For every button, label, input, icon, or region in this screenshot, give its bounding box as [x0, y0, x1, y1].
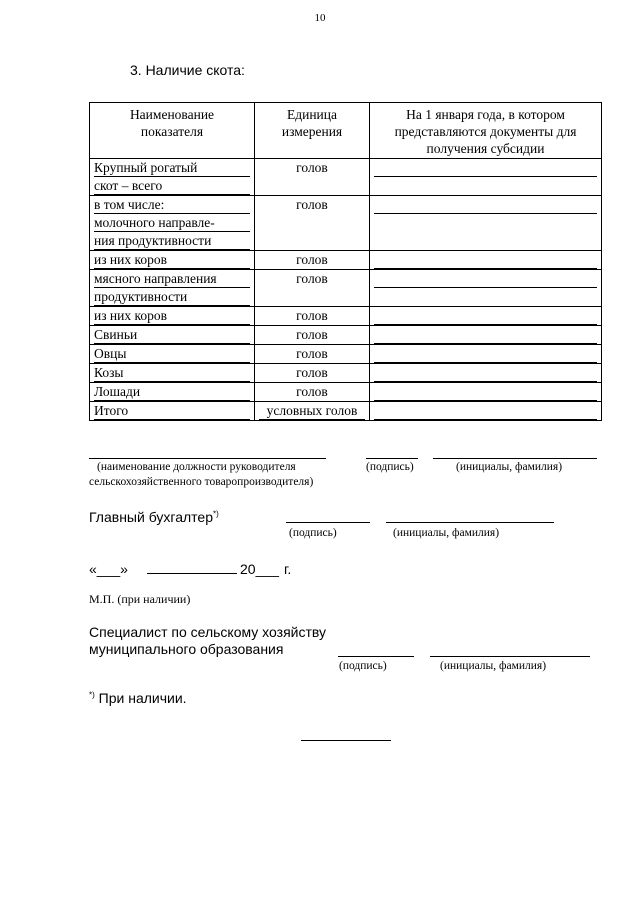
specialist-initials-caption: (инициалы, фамилия): [440, 660, 547, 672]
header-date-line: получения субсидии: [426, 141, 545, 156]
row-unit: голов: [255, 159, 370, 196]
livestock-table: [89, 102, 602, 421]
row-value[interactable]: [370, 196, 602, 251]
row-value-line: [374, 307, 597, 325]
head-initials-caption: (инициалы, фамилия): [456, 461, 563, 473]
accountant-initials-caption: (инициалы, фамилия): [393, 527, 500, 539]
row-name: [90, 402, 255, 421]
header-name: [90, 103, 255, 159]
row-value-line: [374, 364, 597, 382]
header-unit: [255, 103, 370, 159]
row-value[interactable]: [370, 402, 602, 421]
head-position-line[interactable]: [89, 458, 326, 459]
accountant-signature-caption: (подпись): [289, 527, 337, 539]
row-name-line: Козы: [94, 364, 250, 382]
footnote-mark: *): [212, 509, 219, 519]
row-value-line: [374, 383, 597, 401]
row-name: [90, 251, 255, 270]
row-name-line: продуктивности: [94, 288, 250, 306]
row-name: [90, 159, 255, 196]
table-row: [90, 345, 602, 364]
section-title: 3. Наличие скота:: [130, 62, 245, 78]
row-value-line: [374, 326, 597, 344]
head-position-caption-2: сельскохозяйственного товаропроизводителя): [89, 476, 314, 488]
row-name-line: в том числе:: [94, 196, 250, 214]
row-unit: голов: [255, 345, 370, 364]
row-name: [90, 326, 255, 345]
row-name-line: Итого: [94, 402, 250, 420]
accountant-initials-line[interactable]: [386, 522, 554, 523]
footnote-mark: *): [89, 690, 95, 700]
row-unit: голов: [255, 270, 370, 307]
specialist-label-2: муниципального образования: [89, 641, 284, 657]
row-name-line: мясного направления: [94, 270, 250, 288]
header-date-line: представляются документы для: [394, 124, 577, 139]
header-date: [370, 103, 602, 159]
table-row: [90, 159, 602, 196]
header-date-line: На 1 января года, в котором: [406, 107, 565, 122]
footnote-text: При наличии.: [98, 690, 187, 706]
date-day[interactable]: «___»: [89, 561, 128, 577]
specialist-label: Специалист по сельскому хозяйству: [89, 624, 327, 640]
row-name-line: из них коров: [94, 307, 250, 325]
accountant-signature-line[interactable]: [286, 522, 370, 523]
header-unit-line: Единица: [286, 107, 337, 122]
row-name: [90, 307, 255, 326]
row-value-line: [374, 159, 597, 177]
row-value[interactable]: [370, 326, 602, 345]
head-signature-line[interactable]: [366, 458, 418, 459]
row-value[interactable]: [370, 383, 602, 402]
row-unit: голов: [255, 251, 370, 270]
specialist-signature-line[interactable]: [338, 656, 414, 657]
row-value-line: [374, 402, 597, 420]
table-row: [90, 364, 602, 383]
row-value[interactable]: [370, 251, 602, 270]
table-row: [90, 251, 602, 270]
table-header-row: [90, 103, 602, 159]
chief-accountant-text: Главный бухгалтер: [89, 509, 213, 525]
row-unit: голов: [255, 196, 370, 251]
row-unit: голов: [255, 383, 370, 402]
table-row: [90, 383, 602, 402]
table-row: [90, 307, 602, 326]
row-name-line: из них коров: [94, 251, 250, 269]
specialist-initials-line[interactable]: [430, 656, 590, 657]
row-name: [90, 383, 255, 402]
head-position-caption: (наименование должности руководителя: [97, 461, 296, 473]
header-unit-line: измерения: [281, 124, 343, 139]
row-name: [90, 364, 255, 383]
row-unit: голов: [255, 364, 370, 383]
date-month-line[interactable]: [147, 573, 237, 574]
table-row: [90, 270, 602, 307]
table-row: [90, 326, 602, 345]
stamp-label: М.П. (при наличии): [89, 592, 191, 606]
specialist-signature-caption: (подпись): [339, 660, 387, 672]
row-name-line: Свиньи: [94, 326, 250, 344]
row-value-line: [374, 345, 597, 363]
row-name: [90, 196, 255, 251]
row-value[interactable]: [370, 270, 602, 307]
date-year[interactable]: 20___: [240, 561, 279, 577]
row-name: [90, 270, 255, 307]
row-name-line: Лошади: [94, 383, 250, 401]
row-value-line: [374, 251, 597, 269]
head-signature-caption: (подпись): [366, 461, 414, 473]
header-name-line: показателя: [140, 124, 204, 139]
row-value[interactable]: [370, 159, 602, 196]
row-name-line: скот – всего: [94, 177, 250, 195]
chief-accountant-label: [89, 509, 219, 525]
row-unit: [255, 402, 370, 421]
end-separator: [301, 740, 391, 741]
row-value[interactable]: [370, 307, 602, 326]
row-name-line: молочного направле-: [94, 214, 250, 232]
row-unit: голов: [255, 326, 370, 345]
header-name-line: Наименование: [129, 107, 215, 122]
table-row: [90, 402, 602, 421]
row-name-line: Овцы: [94, 345, 250, 363]
row-value[interactable]: [370, 364, 602, 383]
row-value-line: [374, 270, 597, 288]
row-name-line: Крупный рогатый: [94, 159, 250, 177]
footnote: [89, 690, 187, 706]
head-initials-line[interactable]: [433, 458, 597, 459]
row-unit-line: условных голов: [259, 402, 365, 420]
row-name: [90, 345, 255, 364]
page-number: 10: [314, 12, 326, 24]
date-suffix: г.: [284, 561, 292, 577]
row-unit: голов: [255, 307, 370, 326]
row-name-line: ния продуктивности: [94, 232, 250, 250]
row-value-line: [374, 196, 597, 214]
table-row: [90, 196, 602, 251]
row-value[interactable]: [370, 345, 602, 364]
